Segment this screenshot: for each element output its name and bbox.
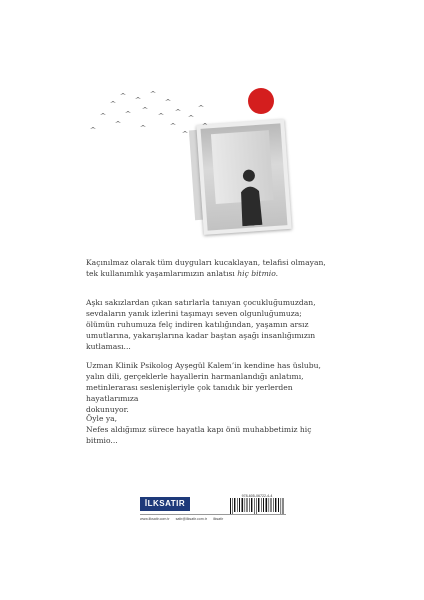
p2-line: ölümün ruhumuza felç indiren katılığından, yaşamın arsız xyxy=(86,320,309,329)
red-sun xyxy=(248,88,274,114)
paragraph-1 xyxy=(86,257,336,279)
p1-line-1: Kaçınılmaz olarak tüm duyguları kucaklayan, telafisi olmayan, xyxy=(86,258,326,267)
email-link[interactable]: satir@ilksatir.com.tr xyxy=(175,517,207,521)
p4-line: Nefes aldığımız sürece hayatla kapı önü muhabbetimiz hiç bitmio... xyxy=(86,425,312,445)
p2-line: umutlarına, yakarışlarına kadar baştan aşağı insanlığımızın xyxy=(86,331,316,340)
p3-line: dokunuyor. xyxy=(86,405,129,414)
publisher-logo xyxy=(140,497,190,511)
p3-line: metinlerarası seslenişleriyle çok tanıdık bir yerlerden hayatlarımıza xyxy=(86,383,293,403)
p3-line: yalın dili, gerçeklerle hayallerin harmanlandığı anlatımı, xyxy=(86,372,304,381)
social-handle[interactable]: ilksatir xyxy=(212,517,224,521)
p4-line: Öyle ya, xyxy=(86,414,118,423)
paragraph-3 xyxy=(86,360,336,415)
website-link[interactable]: www.ilksatir.com.tr xyxy=(140,517,170,521)
window-photo xyxy=(196,119,291,235)
paragraph-4 xyxy=(86,413,336,446)
publisher-name: İLKSATIR xyxy=(140,497,190,511)
paragraph-2 xyxy=(86,297,336,352)
footer-contact-bar xyxy=(140,514,286,523)
book-title: hiç bitmio. xyxy=(237,269,279,278)
p3-line: Uzman Klinik Psikolog Ayşegül Kalem’in kendine has üslubu, xyxy=(86,361,321,370)
p2-line: sevdaların yanık izlerini taşımayı seven olgunluğumuza; xyxy=(86,309,302,318)
silhouette-figure xyxy=(235,165,265,227)
p1-line-2: tek kullanımlık yaşamlarımızın anlatısı hiç bitmio. xyxy=(86,269,279,278)
p2-line: kutlaması... xyxy=(86,342,131,351)
p2-line: Aşkı sakızlardan çıkan satırlarla tanıyan çocukluğumuzdan, xyxy=(86,298,316,307)
isbn-number: 978-605-06722-4-4 xyxy=(241,494,273,498)
